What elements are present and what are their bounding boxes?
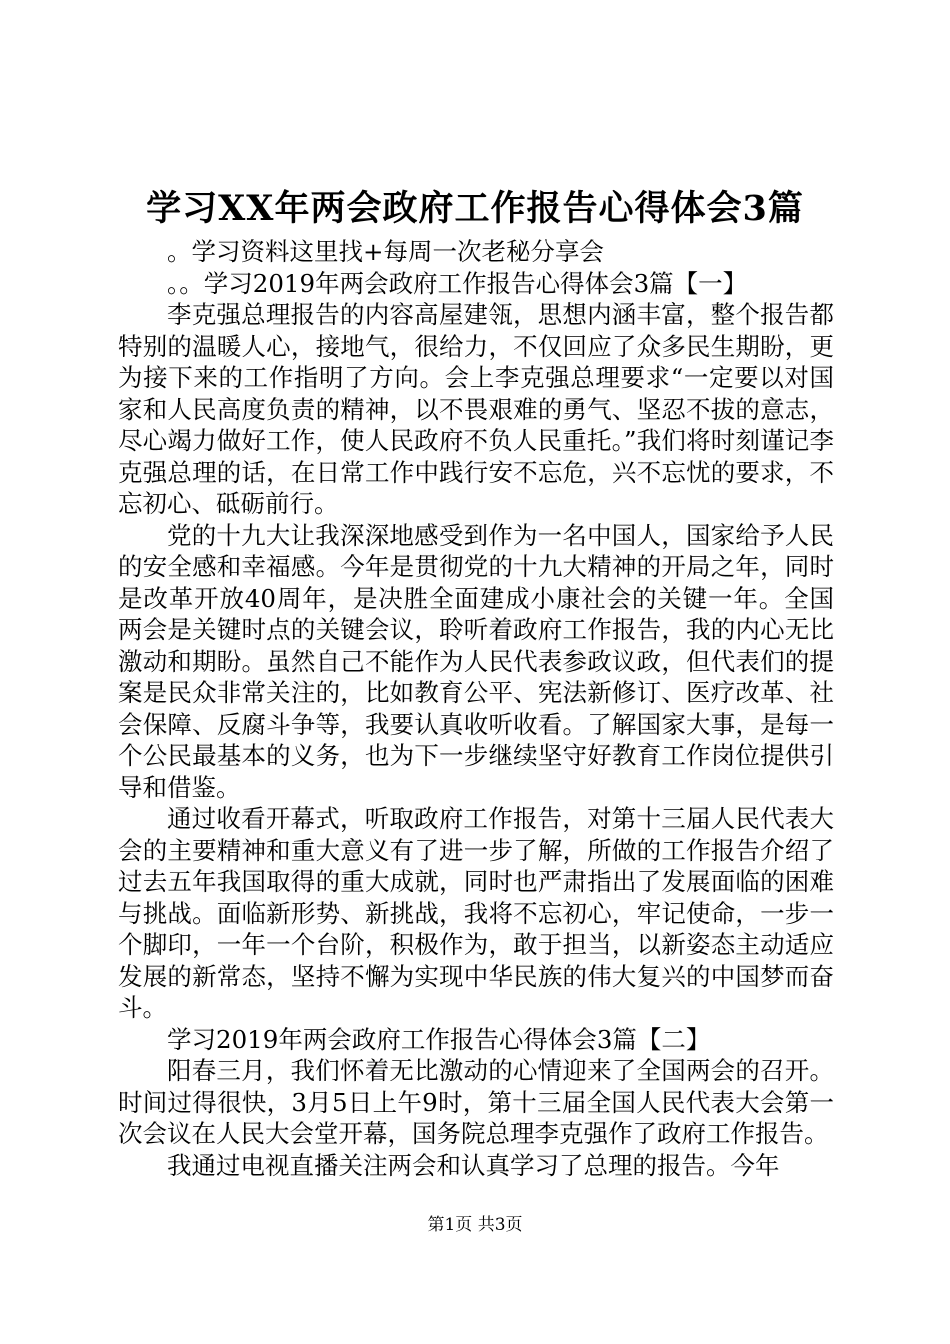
paragraph: 李克强总理报告的内容高屋建瓴，思想内涵丰富，整个报告都特别的温暖人心，接地气，很给力，不仅回应了众多民生期盼，更为接下来的工作指明了方向。会上李克强总理要求“一定要以对国家和人民高度负责的精神，以不畏艰难的勇气、坚忍不拔的意志，尽心竭力做好工作，使人民政府不负人民重托。”我们将时刻谨记李克强总理的话，在日常工作中践行安不忘危，兴不忘忧的要求，不忘初心、砥砺前行。 [118, 300, 834, 518]
section-heading-one: 。。学习2019年两会政府工作报告心得体会3篇【一】 [167, 268, 748, 298]
document-body [118, 236, 834, 1181]
paragraph-intro-note: 。学习资料这里找+每周一次老秘分享会 [167, 237, 605, 266]
paragraph: 我通过电视直播关注两会和认真学习了总理的报告。今年 [167, 1150, 780, 1180]
paragraph: 通过收看开幕式，听取政府工作报告，对第十三届人民代表大会的主要精神和重大意义有了进一步了解，所做的工作报告介绍了过去五年我国取得的重大成就，同时也严肃指出了发展面临的困难与挑战。面临新形势、新挑战，我将不忘初心，牢记使命，一步一个脚印，一年一个台阶，积极作为，敢于担当，以新姿态主动适应发展的新常态，坚持不懈为实现中华民族的伟大复兴的中国梦而奋斗。 [118, 804, 834, 1022]
page-footer: 第1页 共3页 [427, 1215, 523, 1235]
document-title: 学习XX年两会政府工作报告心得体会3篇 [146, 188, 804, 229]
paragraph: 党的十九大让我深深地感受到作为一名中国人，国家给予人民的安全感和幸福感。今年是贯彻党的十九大精神的开局之年，同时是改革开放40周年，是决胜全面建成小康社会的关键一年。全国两会是关键时点的关键会议，聆听着政府工作报告，我的内心无比激动和期盼。虽然自己不能作为人民代表参政议政，但代表们的提案是民众非常关注的，比如教育公平、宪法新修订、医疗改革、社会保障、反腐斗争等，我要认真收听收看。了解国家大事，是每一个公民最基本的义务，也为下一步继续坚守好教育工作岗位提供引导和借鉴。 [118, 520, 834, 802]
section-heading-two: 学习2019年两会政府工作报告心得体会3篇【二】 [167, 1024, 711, 1054]
paragraph: 阳春三月，我们怀着无比激动的心情迎来了全国两会的召开。时间过得很快，3月5日上午9时，第十三届全国人民代表大会第一次会议在人民大会堂开幕，国务院总理李克强作了政府工作报告。 [118, 1056, 834, 1148]
